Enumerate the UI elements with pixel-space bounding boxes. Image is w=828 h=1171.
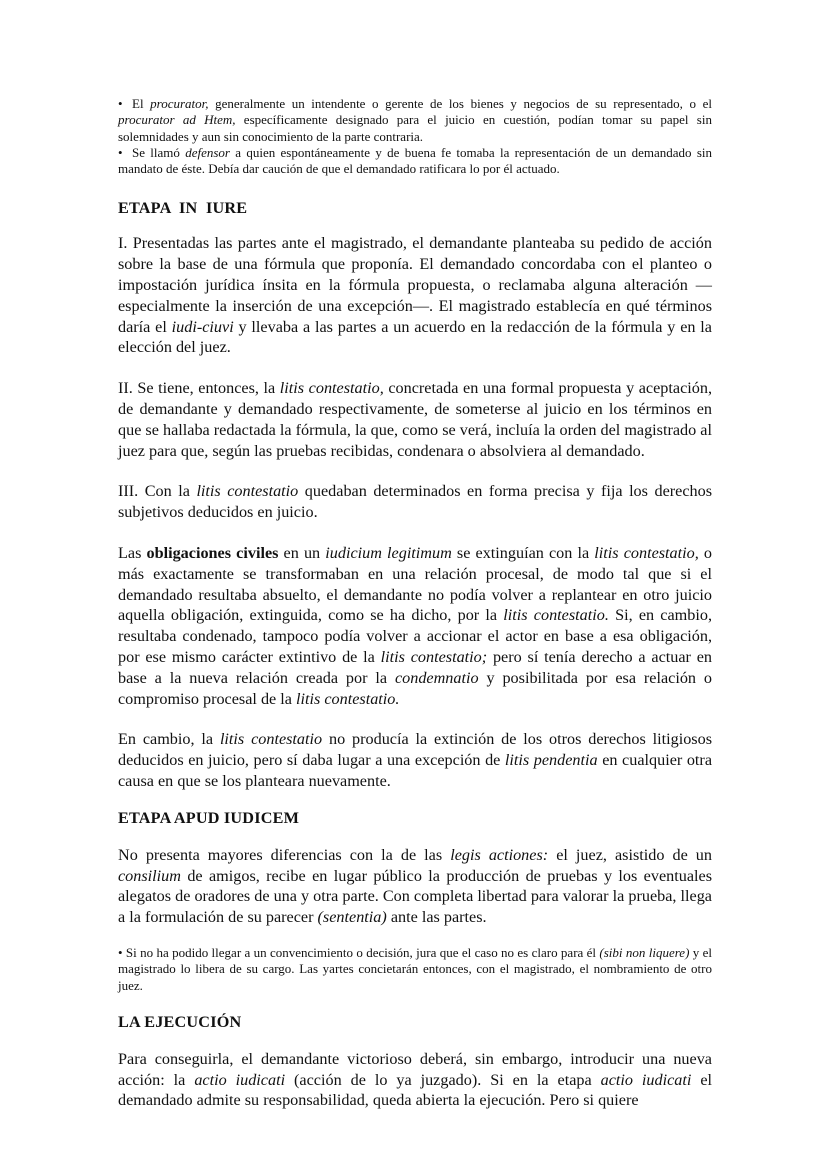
text-run: Para conseguirla, el demandante victorioso deberá, sin embargo, introducir una nueva acción: la <box>118 1049 712 1089</box>
paragraph-obligaciones-civiles <box>118 543 712 709</box>
text-run: generalmente un intendente o gerente de los bienes y negocios de su representado, o el <box>208 96 712 111</box>
text-run: pero sí tenía derecho a actuar en base a la nueva relación creada por la <box>118 648 712 687</box>
paragraph-en-cambio <box>118 729 712 791</box>
text-run: Las <box>118 544 147 563</box>
text-run: ante las partes. <box>386 908 487 927</box>
text-run: concretada en una formal propuesta y aceptación, de demandante y demandado respectivamente, de someterse al juicio en los términos en que se hallaba redactada la fórmula, la que, como se verá, incluía la orden del magistrado al juez para que, según las pruebas recibidas, condenara o absolviera al demandado. <box>118 379 712 460</box>
text-run: El <box>132 96 151 111</box>
italic-term: litis pendentia <box>504 751 598 770</box>
italic-term: litis contestatio <box>196 482 299 501</box>
text-run: no producía la extinción de los otros derechos litigiosos deducidos en juicio, pero sí daba lugar a una excepción de <box>118 730 713 770</box>
paragraph-iii <box>118 481 712 523</box>
italic-term: legis actiones: <box>450 845 549 864</box>
text-run: y llevaba a las partes a un acuerdo en la redacción de la fórmula y en la elección del juez. <box>118 317 712 357</box>
italic-term: consilium <box>118 866 181 885</box>
text-run: Si, en cambio, resultaba condenado, tampoco podía volver a accionar el actor en base a esa obligación, por ese mismo carácter extintivo de la <box>118 606 712 667</box>
text-run: y el magistrado lo libera de su cargo. Las yartes concietarán entonces, con el magistrado, el nombramiento de otro juez. <box>118 945 713 993</box>
italic-term: litis contestatio, <box>279 379 384 398</box>
italic-term: (sibi non liquere) <box>599 945 690 960</box>
text-run: el juez, asistido de un <box>548 845 712 864</box>
text-run: III. Con la <box>118 482 197 501</box>
bold-term: obligaciones civiles <box>146 544 279 563</box>
italic-term: iudi-ciuvi <box>171 317 234 336</box>
italic-term: litis contestatio <box>219 730 323 749</box>
text-run: o más exactamente se transformaban en una relación procesal, de modo tal que si el demandado resultaba absuelto, el demandante no podía volver a replantear en otro juicio aquella obligación, extinguida, como se ha dicho, por la <box>118 544 712 625</box>
text-run: y posibilitada por esa relación o compromiso procesal de la <box>118 668 712 708</box>
text-run: En cambio, la <box>118 730 220 749</box>
italic-term: condemnatio <box>394 668 479 687</box>
note-defensor <box>118 145 712 178</box>
heading-la-ejecucion: LA EJECUCIÓN <box>118 1012 242 1031</box>
italic-term: litis contestatio. <box>296 689 400 708</box>
italic-term: litis contestatio, <box>594 544 699 563</box>
note-procurator <box>118 96 712 145</box>
note-sibi-non-liquere <box>118 945 712 994</box>
text-run: el demandado admite su responsabilidad, queda abierta la ejecución. Pero si quiere <box>118 1070 713 1110</box>
italic-term: procurator, <box>150 96 209 111</box>
italic-term: actio iudicati <box>194 1070 286 1089</box>
text-run: Se llamó <box>132 144 186 160</box>
italic-term: iudicium legitimum <box>325 544 452 563</box>
text-run: II. Se tiene, entonces, la <box>118 379 280 398</box>
italic-term: litis contestatio. <box>503 606 609 625</box>
text-run: (acción de lo ya juzgado). Si en la etapa <box>285 1070 601 1089</box>
italic-term: (sententia) <box>317 908 387 927</box>
text-run: • Si no ha podido llegar a un convencimiento o decisión, jura que el caso no es claro para él <box>118 945 600 960</box>
text-run: de amigos, recibe en lugar público la producción de pruebas y los eventuales alegatos de oradores de una y otra parte. Con completa libertad para valorar la prueba, llega a la formulación de su parecer <box>118 866 712 927</box>
paragraph-i <box>118 233 712 358</box>
italic-term: defensor <box>185 144 230 160</box>
text-run: en un <box>278 544 326 563</box>
bullet: • <box>118 144 123 160</box>
heading-etapa-in-iure: ETAPA IN IURE <box>118 199 248 218</box>
bullet: • <box>118 96 123 111</box>
paragraph-ejecucion <box>118 1049 712 1111</box>
heading-etapa-apud-iudicem: ETAPA APUD IUDICEM <box>118 808 300 827</box>
text-run: en cualquier otra causa en que se los planteara nuevamente. <box>118 751 713 791</box>
text-run: se extinguían con la <box>451 544 595 563</box>
paragraph-ii <box>118 378 712 461</box>
italic-term: actio iudicati <box>600 1070 692 1089</box>
text-run: específicamente designado para el juicio en cuestión, podían tomar su papel sin solemnidades y aun sin conocimiento de la parte contraria. <box>118 112 712 144</box>
text-run: I. Presentadas las partes ante el magistrado, el demandante planteaba su pedido de acción sobre la base de una fórmula que proponía. El demandado concordaba con el planteo o impostación jurídica ínsita en la fórmula propuesta, o reclamaba alguna alteración —especialmente la inserción de una excepción—. El magistrado establecía en qué términos daría el <box>118 234 712 336</box>
document-page <box>118 96 712 1111</box>
italic-term: litis contestatio; <box>380 648 488 667</box>
paragraph-apud-iudicem <box>118 845 712 928</box>
text-run: quedaban determinados en forma precisa y fija los derechos subjetivos deducidos en juicio. <box>118 482 712 522</box>
text-run: a quien espontáneamente y de buena fe tomaba la representación de un demandado sin mandato de éste. Debía dar caución de que el demandado ratificara lo por él actuado. <box>118 144 713 177</box>
text-run: No presenta mayores diferencias con la de las <box>118 845 451 864</box>
italic-term: procurator ad Htem, <box>118 112 236 128</box>
